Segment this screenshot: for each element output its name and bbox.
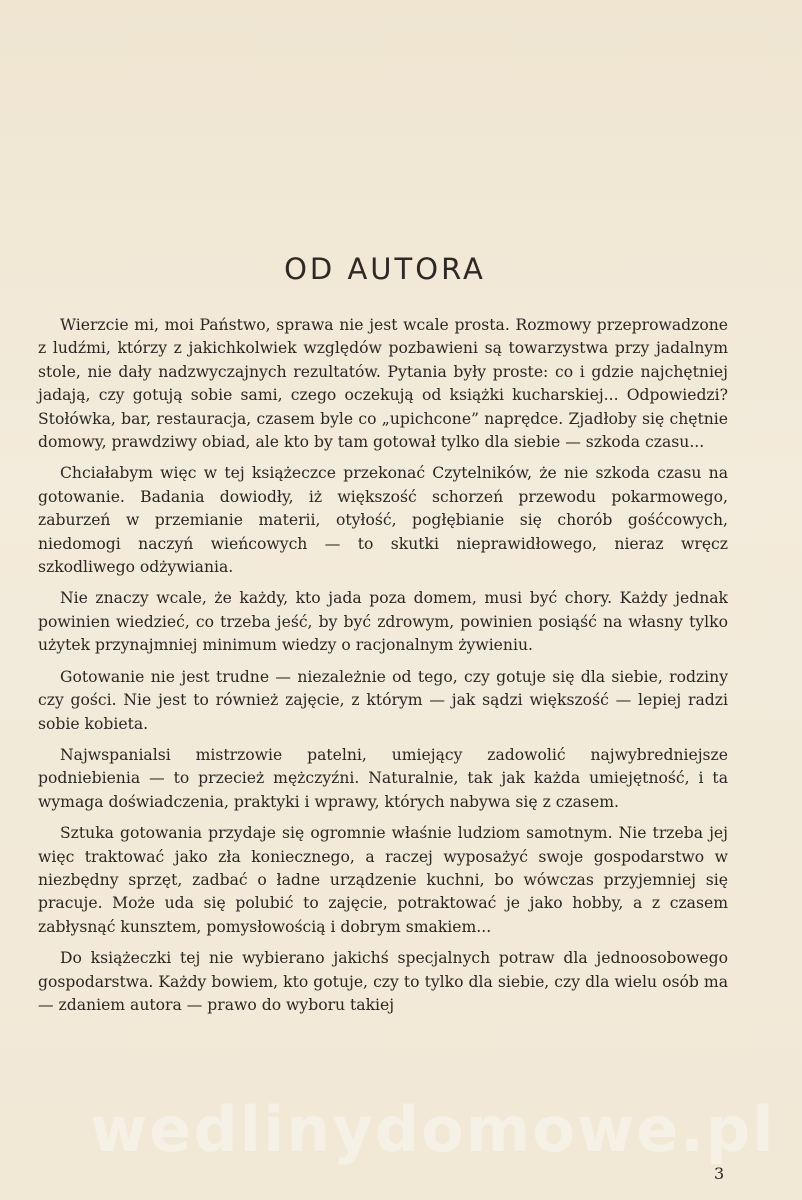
- page-number: 3: [714, 1164, 725, 1183]
- paragraph-5: Najwspanialsi mistrzowie patelni, umiejący zadowolić najwybredniejsze podniebienia — to przecież mężczyźni. Naturalnie, tak jak każda umiejętność, i ta wymaga doświadczenia, praktyki i wprawy, których nabywa się z czasem.: [38, 745, 728, 811]
- paragraph-2: Chciałabym więc w tej książeczce przekonać Czytelników, że nie szkoda czasu na gotowanie. Badania dowiodły, iż większość schorzeń przewodu pokarmowego, zaburzeń w przemianie materii, otyłość, pogłębianie się chorób gośćcowych, niedomogi naczyń wieńcowych — to skutki nieprawidłowego, nieraz wręcz szkodliwego odżywiania.: [38, 464, 728, 577]
- paragraph-6: Sztuka gotowania przydaje się ogromnie właśnie ludziom samotnym. Nie trzeba jej więc traktować jako zła koniecznego, a raczej wyposażyć swoje gospodarstwo w niezbędny sprzęt, zadbać o ładne urządzenie kuchni, bo wówczas przyjemniej się pracuje. Może uda się polubić to zajęcie, potraktować je jako hobby, a z czasem zabłysnąć kunsztem, pomysłowością i dobrym smakiem...: [38, 824, 728, 936]
- chapter-title: OD AUTORA: [284, 252, 486, 286]
- body-text: [38, 314, 728, 1025]
- watermark: wedlinydomowe.pl: [90, 1093, 776, 1166]
- paragraph-3: Nie znaczy wcale, że każdy, kto jada poza domem, musi być chory. Każdy jednak powinien wiedzieć, co trzeba jeść, by być zdrowym, powinien posiąść na własny tylko użytek przynajmniej minimum wiedzy o racjonalnym żywieniu.: [38, 589, 728, 655]
- paragraph-1: Wierzcie mi, moi Państwo, sprawa nie jest wcale prosta. Rozmowy przeprowadzone z ludźmi, którzy z jakichkolwiek względów pozbawieni są towarzystwa przy jadalnym stole, nie dały nadzwyczajnych rezultatów. Pytania były proste: co i gdzie najchętniej jadają, czy gotują sobie sami, czego oczekują od książki kucharskiej... Odpowiedzi? Stołówka, bar, restauracja, czasem byle co „upichcone” naprędce. Zjadłoby się chętnie domowy, prawdziwy obiad, ale kto by tam gotował tylko dla siebie — szkoda czasu...: [38, 316, 728, 452]
- paragraph-4: Gotowanie nie jest trudne — niezależnie od tego, czy gotuje się dla siebie, rodziny czy gości. Nie jest to również zajęcie, z którym — jak sądzi większość — lepiej radzi sobie kobieta.: [38, 667, 728, 733]
- paragraph-7: Do książeczki tej nie wybierano jakichś specjalnych potraw dla jednoosobowego gospodarstwa. Każdy bowiem, kto gotuje, czy to tylko dla siebie, czy dla wielu osób ma — zdaniem autora — prawo do wyboru takiej: [38, 949, 728, 1014]
